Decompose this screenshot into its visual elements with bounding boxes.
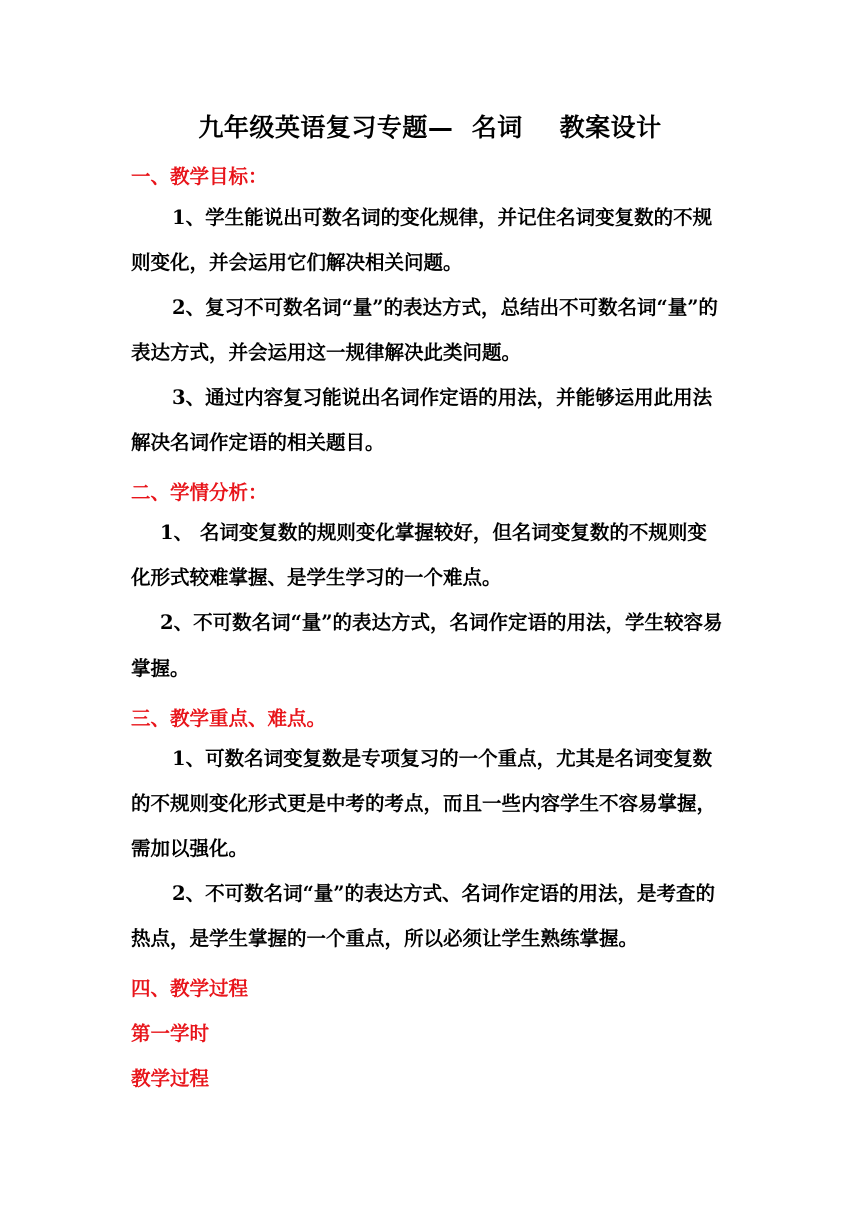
paragraph-line: 3、通过内容复习能说出名词作定语的用法，并能够运用此用法: [172, 386, 713, 409]
paragraph-line: 需加以强化。: [131, 837, 249, 860]
paragraph-line: 2、复习不可数名词“量”的表达方式，总结出不可数名词“量”的: [172, 296, 718, 319]
section-heading-key-points: 三、教学重点、难点。: [131, 707, 327, 730]
paragraph-line: 的不规则变化形式更是中考的考点，而且一些内容学生不容易掌握，: [131, 792, 717, 815]
paragraph-line: 解决名词作定语的相关题目。: [131, 431, 385, 454]
paragraph-line: 掌握。: [131, 657, 190, 680]
section-heading-process: 四、教学过程: [131, 977, 249, 1000]
section-heading-first-lesson: 第一学时: [131, 1022, 210, 1045]
section-heading-analysis: 二、学情分析：: [131, 481, 268, 504]
paragraph-line: 1、可数名词变复数是专项复习的一个重点，尤其是名词变复数: [172, 747, 713, 770]
paragraph-line: 1、 名词变复数的规则变化掌握较好，但名词变复数的不规则变: [160, 521, 707, 544]
paragraph-line: 2、不可数名词“量”的表达方式、名词作定语的用法，是考查的: [172, 882, 716, 905]
paragraph-line: 则变化，并会运用它们解决相关问题。: [131, 251, 463, 274]
section-heading-objectives: 一、教学目标：: [131, 165, 268, 188]
paragraph-line: 1、学生能说出可数名词的变化规律，并记住名词变复数的不规: [172, 206, 713, 229]
paragraph-line: 热点，是学生掌握的一个重点，所以必须让学生熟练掌握。: [131, 927, 639, 950]
paragraph-line: 2、不可数名词“量”的表达方式，名词作定语的用法，学生较容易: [160, 611, 723, 634]
paragraph-line: 化形式较难掌握、是学生学习的一个难点。: [131, 566, 502, 589]
document-title: 九年级英语复习专题— 名词 教案设计: [198, 113, 662, 142]
paragraph-line: 表达方式，并会运用这一规律解决此类问题。: [131, 341, 522, 364]
section-heading-teaching-process: 教学过程: [131, 1067, 210, 1090]
